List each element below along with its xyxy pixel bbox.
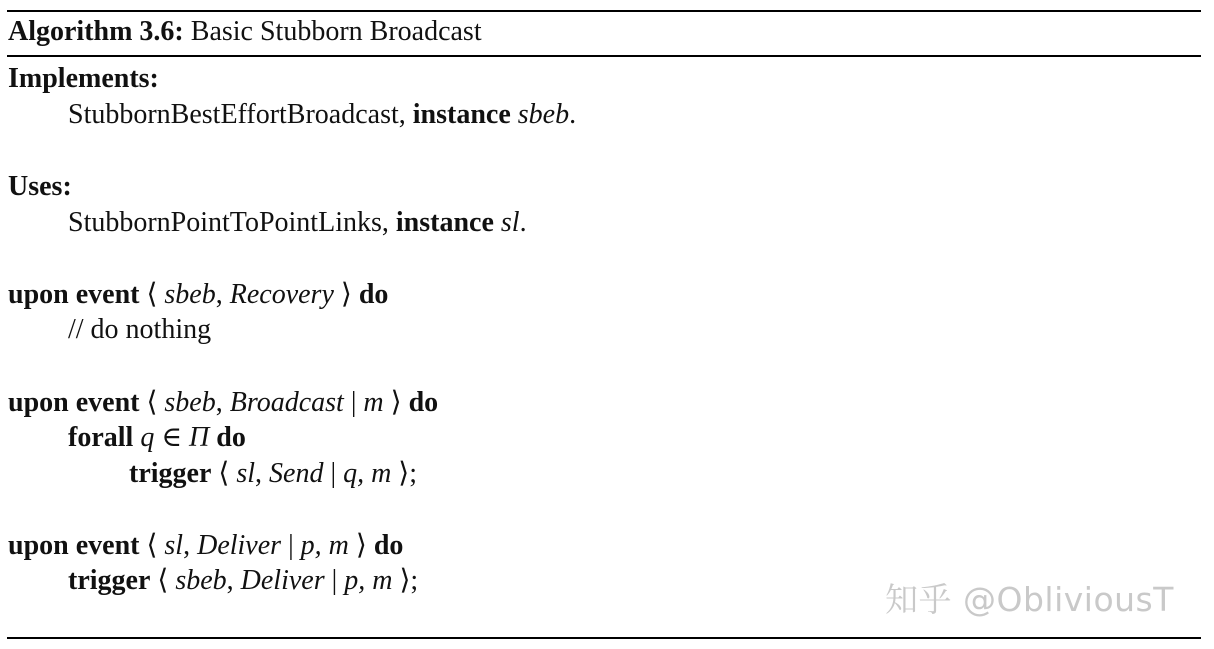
event-args: m	[363, 387, 384, 418]
open-angle: ⟨	[146, 530, 158, 561]
bar-separator: |	[288, 530, 294, 561]
trigger-keyword: trigger	[68, 565, 151, 596]
event-args: p, m	[344, 565, 393, 596]
comma: ,	[183, 530, 191, 561]
caption-rule	[7, 55, 1201, 57]
recovery-comment: // do nothing	[68, 314, 212, 345]
instance-name: sbeb	[164, 279, 216, 310]
close-angle: ⟩	[390, 387, 402, 418]
event-args: p, m	[300, 530, 349, 561]
instance-name: sl	[164, 530, 184, 561]
event-name: Recovery	[229, 279, 334, 310]
uses-line	[68, 206, 527, 240]
do-keyword: do	[216, 422, 246, 453]
handler-deliver-header	[8, 529, 403, 563]
uses-period: .	[519, 207, 527, 238]
comma: ,	[215, 387, 223, 418]
trigger-send-line	[129, 457, 417, 491]
event-name: Deliver	[240, 565, 325, 596]
trigger-deliver-line	[68, 564, 418, 598]
close-angle: ⟩	[355, 530, 367, 561]
close-angle: ⟩	[399, 565, 411, 596]
semicolon: ;	[410, 565, 419, 596]
watermark: 知乎 @ObliviousT	[885, 580, 1174, 619]
open-angle: ⟨	[146, 387, 158, 418]
instance-name: sl	[236, 458, 256, 489]
algorithm-title: Basic Stubborn Broadcast	[190, 16, 482, 47]
handler-broadcast-header	[8, 386, 438, 420]
open-angle: ⟨	[218, 458, 230, 489]
comma: ,	[226, 565, 234, 596]
instance-name: sbeb	[175, 565, 227, 596]
uses-name: StubbornPointToPointLinks,	[68, 207, 389, 238]
upon-event-keyword: upon event	[8, 279, 140, 310]
algorithm-caption	[8, 15, 482, 49]
event-name: Send	[269, 458, 324, 489]
top-rule	[7, 10, 1201, 12]
event-args: q, m	[343, 458, 392, 489]
implements-instance-name: sbeb	[517, 99, 570, 130]
do-keyword: do	[358, 279, 389, 310]
close-angle: ⟩	[340, 279, 352, 310]
do-keyword: do	[408, 387, 439, 418]
forall-keyword: forall	[68, 422, 134, 453]
implements-period: .	[569, 99, 577, 130]
uses-instance-name: sl	[500, 207, 520, 238]
semicolon: ;	[409, 458, 418, 489]
uses-instance-keyword: instance	[395, 207, 494, 238]
upon-event-keyword: upon event	[8, 387, 140, 418]
comma: ,	[255, 458, 263, 489]
implements-name: StubbornBestEffortBroadcast,	[68, 99, 406, 130]
bar-separator: |	[350, 387, 357, 418]
uses-heading: Uses:	[8, 171, 72, 202]
forall-line	[68, 421, 246, 455]
open-angle: ⟨	[157, 565, 169, 596]
instance-name: sbeb	[164, 387, 216, 418]
forall-expression: q ∈ Π	[140, 422, 210, 453]
comma: ,	[215, 279, 223, 310]
handler-recovery-header	[8, 278, 388, 312]
algorithm-label: Algorithm 3.6:	[8, 16, 184, 47]
bar-separator: |	[330, 458, 337, 489]
bar-separator: |	[331, 565, 338, 596]
implements-heading: Implements:	[8, 63, 159, 94]
bottom-rule	[7, 637, 1201, 639]
close-angle: ⟩	[398, 458, 410, 489]
implements-line	[68, 98, 576, 132]
implements-instance-keyword: instance	[412, 99, 511, 130]
trigger-keyword: trigger	[129, 458, 212, 489]
open-angle: ⟨	[146, 279, 158, 310]
upon-event-keyword: upon event	[8, 530, 140, 561]
do-keyword: do	[373, 530, 404, 561]
event-name: Deliver	[197, 530, 282, 561]
event-name: Broadcast	[229, 387, 344, 418]
